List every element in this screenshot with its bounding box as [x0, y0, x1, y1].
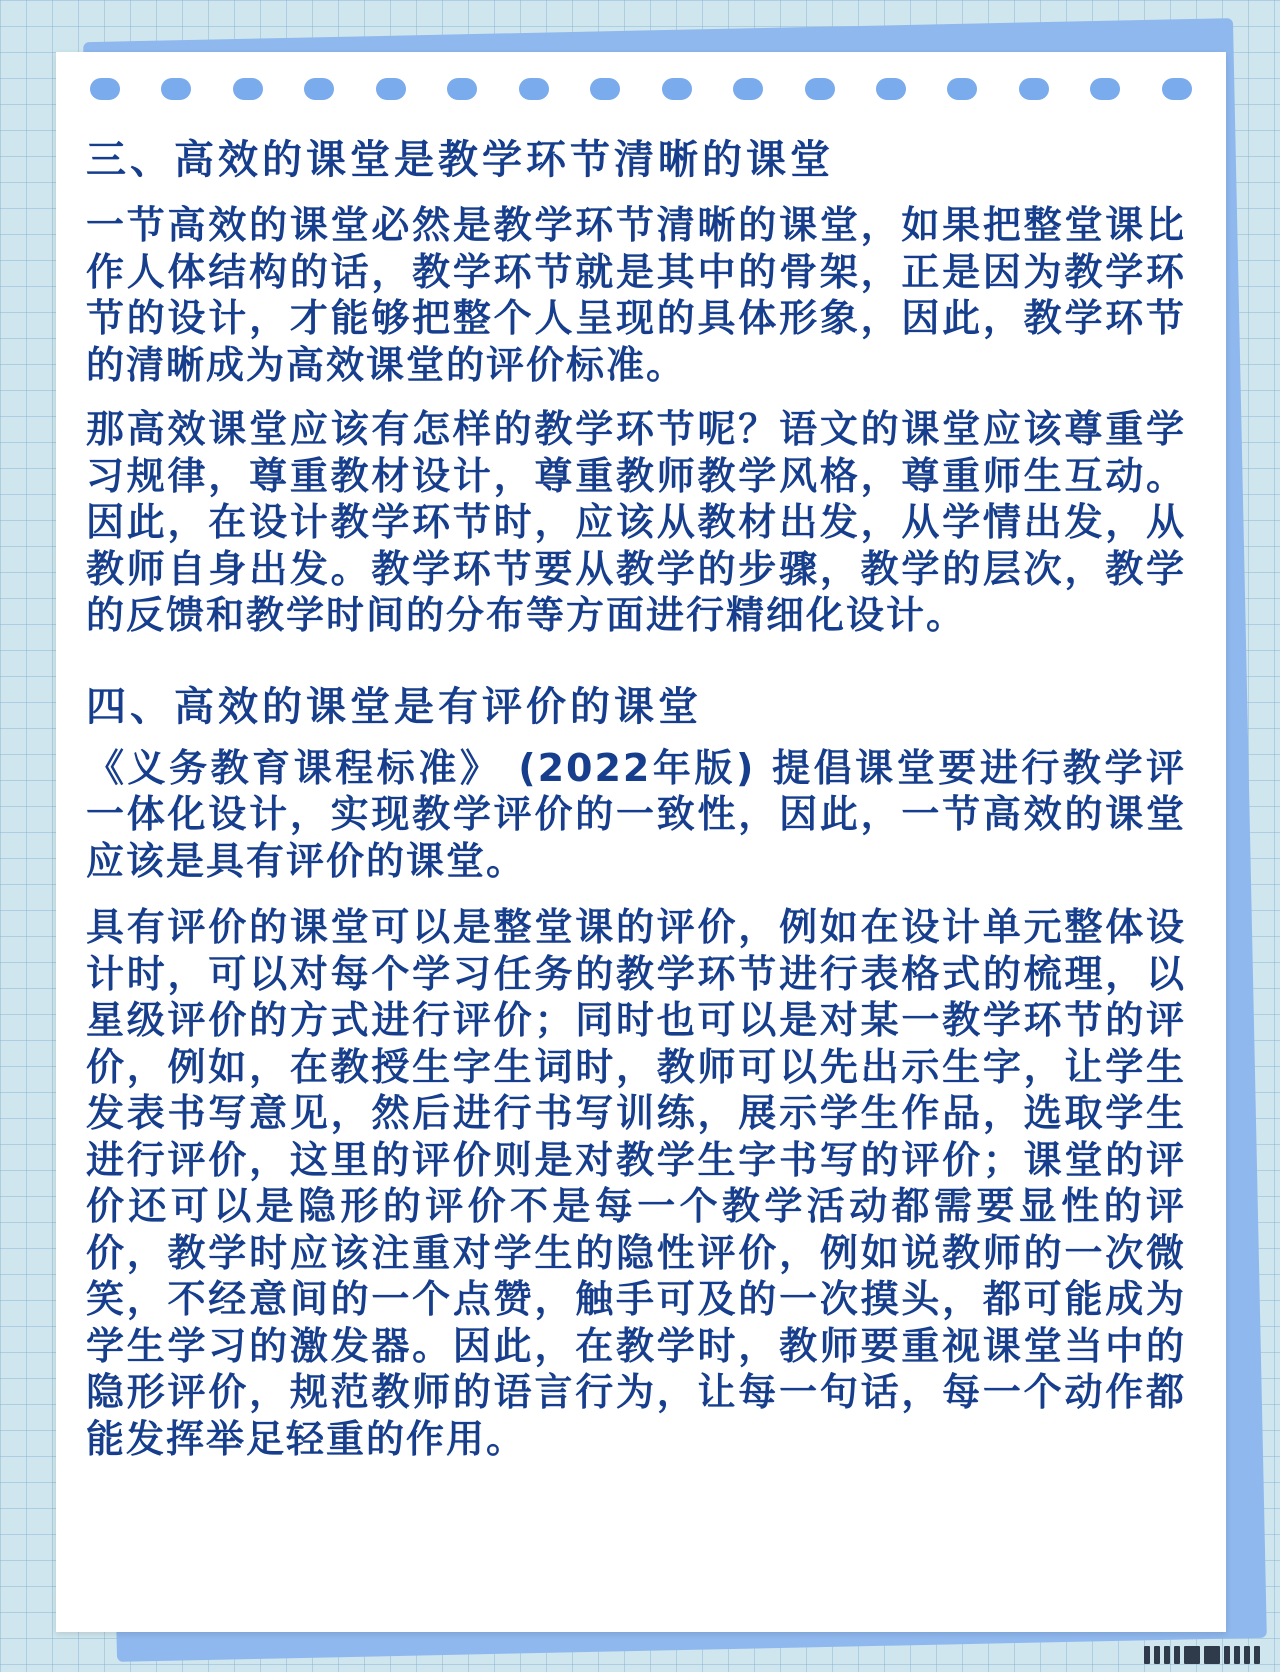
bar-icon: [1164, 1646, 1170, 1664]
bar-icon: [1234, 1646, 1240, 1664]
binding-hole: [447, 78, 477, 100]
bar-icon: [1154, 1646, 1160, 1664]
binding-hole: [519, 78, 549, 100]
square-icon: [1204, 1646, 1220, 1664]
section-3-paragraph-1: 一节高效的课堂必然是教学环节清晰的课堂，如果把整堂课比作人体结构的话，教学环节就是其中的骨架，正是因为教学环节的设计，才能够把整个人呈现的具体形象，因此，教学环节的清晰成为高效课堂的评价标准。: [86, 203, 1186, 387]
article-content: [86, 132, 1186, 1462]
binding-hole: [662, 78, 692, 100]
bar-icon: [1244, 1646, 1250, 1664]
binding-hole: [233, 78, 263, 100]
notebook-page: [56, 52, 1226, 1632]
section-3-paragraph-2: 那高效课堂应该有怎样的教学环节呢？语文的课堂应该尊重学习规律，尊重教材设计，尊重教师教学风格，尊重师生互动。因此，在设计教学环节时，应该从教材出发，从学情出发，从教师自身出发。教学环节要从教学的步骤，教学的层次，教学的反馈和教学时间的分布等方面进行精细化设计。: [86, 407, 1186, 637]
section-4-heading: 四、高效的课堂是有评价的课堂: [86, 683, 702, 730]
binding-hole: [1019, 78, 1049, 100]
square-icon: [1184, 1646, 1200, 1664]
binding-hole: [1162, 78, 1192, 100]
section-4-paragraph-1: 《义务教育课程标准》 (2022年版) 提倡课堂要进行教学评一体化设计，实现教学评价的一致性，因此，一节高效的课堂应该是具有评价的课堂。: [86, 745, 1186, 883]
binding-holes: [90, 78, 1192, 104]
section-4-paragraph-2: 具有评价的课堂可以是整堂课的评价，例如在设计单元整体设计时，可以对每个学习任务的教学环节进行表格式的梳理，以星级评价的方式进行评价；同时也可以是对某一教学环节的评价，例如，在教授生字生词时，教师可以先出示生字，让学生发表书写意见，然后进行书写训练，展示学生作品，选取学生进行评价，这里的评价则是对教学生字书写的评价；课堂的评价还可以是隐形的评价不是每一个教学活动都需要显性的评价，教学时应该注重对学生的隐性评价，例如说教师的一次微笑，不经意间的一个点赞，触手可及的一次摸头，都可能成为学生学习的激发器。因此，在教学时，教师要重视课堂当中的隐形评价，规范教师的语言行为，让每一句话，每一个动作都能发挥举足轻重的作用。: [86, 905, 1186, 1461]
binding-hole: [590, 78, 620, 100]
corner-icon-strip: [1144, 1644, 1260, 1666]
binding-hole: [1090, 78, 1120, 100]
binding-hole: [805, 78, 835, 100]
binding-hole: [304, 78, 334, 100]
section-3-heading: 三、高效的课堂是教学环节清晰的课堂: [86, 137, 834, 183]
binding-hole: [876, 78, 906, 100]
binding-hole: [733, 78, 763, 100]
bar-icon: [1174, 1646, 1180, 1664]
binding-hole: [376, 78, 406, 100]
bar-icon: [1254, 1646, 1260, 1664]
bar-icon: [1224, 1646, 1230, 1664]
bar-icon: [1144, 1646, 1150, 1664]
binding-hole: [947, 78, 977, 100]
binding-hole: [90, 78, 120, 100]
binding-hole: [161, 78, 191, 100]
